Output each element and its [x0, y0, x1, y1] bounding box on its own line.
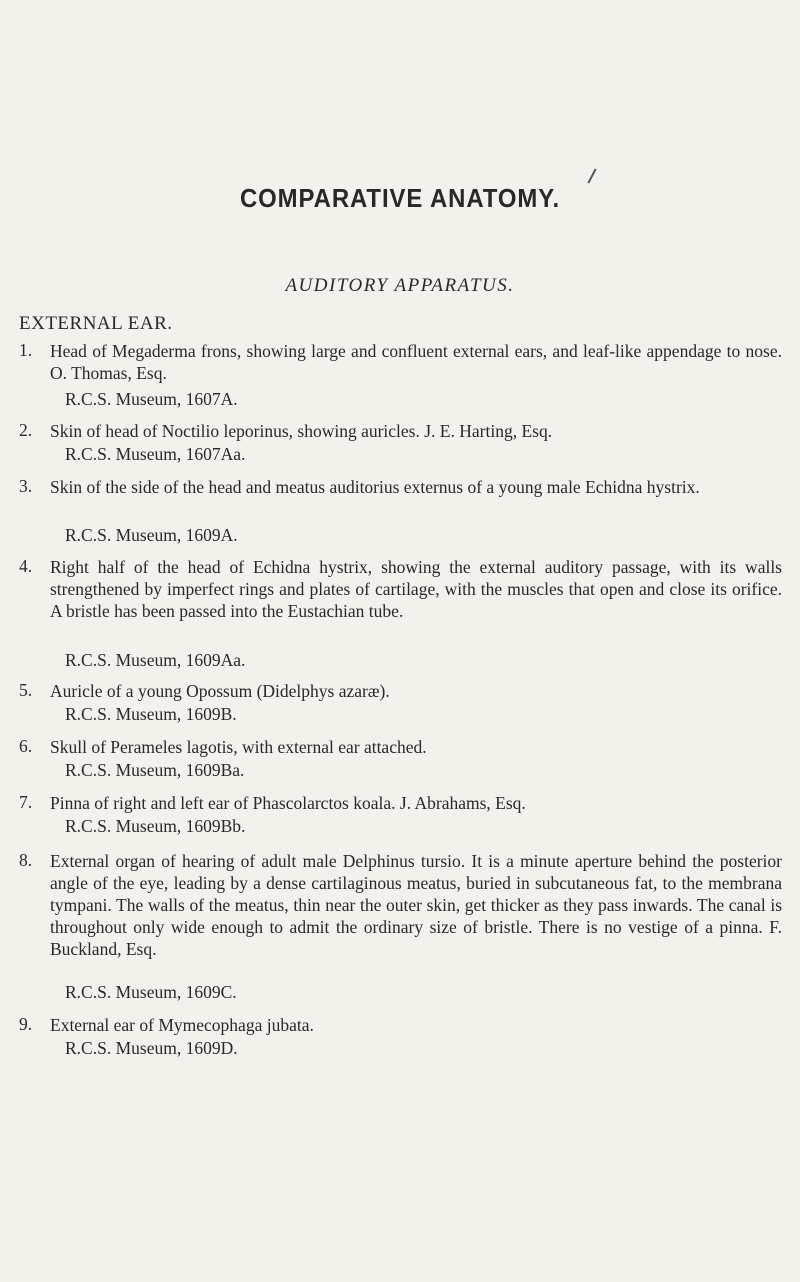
entry-description: Right half of the head of Echidna hystrix, showing the external auditory passage, with its walls strengthened by imperfect rings and plates of cartilage, with the muscles that open and close its orifice. A bristle has been passed into the Eustachian tube. [50, 557, 782, 621]
entry-museum-ref: R.C.S. Museum, 1609B. [65, 704, 237, 724]
section-title: AUDITORY APPARATUS. [285, 275, 515, 296]
entry-number: 6. [19, 736, 33, 756]
entry-museum-ref: R.C.S. Museum, 1609Ba. [65, 760, 245, 780]
entry-description: External ear of Mymecophaga jubata. [50, 1015, 314, 1035]
entry-number: 1. [19, 340, 33, 360]
entry-number: 4. [19, 556, 33, 576]
page-title: COMPARATIVE ANATOMY. [239, 183, 561, 213]
entry-description: Auricle of a young Opossum (Didelphys azaræ). [50, 681, 390, 701]
entry-description: Head of Megaderma frons, showing large and confluent external ears, and leaf-like appendage to nose. O. Thomas, Esq. [50, 341, 782, 383]
entry-number: 7. [19, 792, 33, 812]
entry-museum-ref: R.C.S. Museum, 1609Bb. [65, 816, 246, 836]
entry-description: External organ of hearing of adult male Delphinus tursio. It is a minute aperture behind the posterior angle of the eye, leading by a dense cartilaginous meatus, buried in subcutaneous fat, to the membrana tympani. The walls of the meatus, thin near the outer skin, get thicker as they pass inwards. The canal is throughout only wide enough to admit the ordinary size of bristle. There is no vestige of a pinna. F. Buckland, Esq. [50, 851, 782, 959]
entry-number: 3. [19, 476, 33, 496]
entry-museum-ref: R.C.S. Museum, 1609C. [65, 982, 237, 1002]
stray-pencil-mark [587, 168, 596, 183]
entry-description: Skin of head of Noctilio leporinus, showing auricles. J. E. Harting, Esq. [50, 421, 553, 441]
entry-museum-ref: R.C.S. Museum, 1609Aa. [65, 650, 246, 670]
entry-number: 8. [19, 850, 33, 870]
subsection-heading: EXTERNAL EAR. [19, 313, 173, 334]
entry-museum-ref: R.C.S. Museum, 1609A. [65, 525, 238, 545]
entry-number: 2. [19, 420, 33, 440]
entry-description: Skin of the side of the head and meatus auditorius externus of a young male Echidna hystrix. [50, 477, 700, 497]
entry-museum-ref: R.C.S. Museum, 1609D. [65, 1038, 238, 1058]
entry-number: 5. [19, 680, 33, 700]
entry-museum-ref: R.C.S. Museum, 1607Aa. [65, 444, 246, 464]
entry-description: Skull of Perameles lagotis, with external ear attached. [50, 737, 427, 757]
entry-number: 9. [19, 1014, 33, 1034]
entry-museum-ref: R.C.S. Museum, 1607A. [65, 389, 238, 409]
entry-description: Pinna of right and left ear of Phascolarctos koala. J. Abrahams, Esq. [50, 793, 526, 813]
